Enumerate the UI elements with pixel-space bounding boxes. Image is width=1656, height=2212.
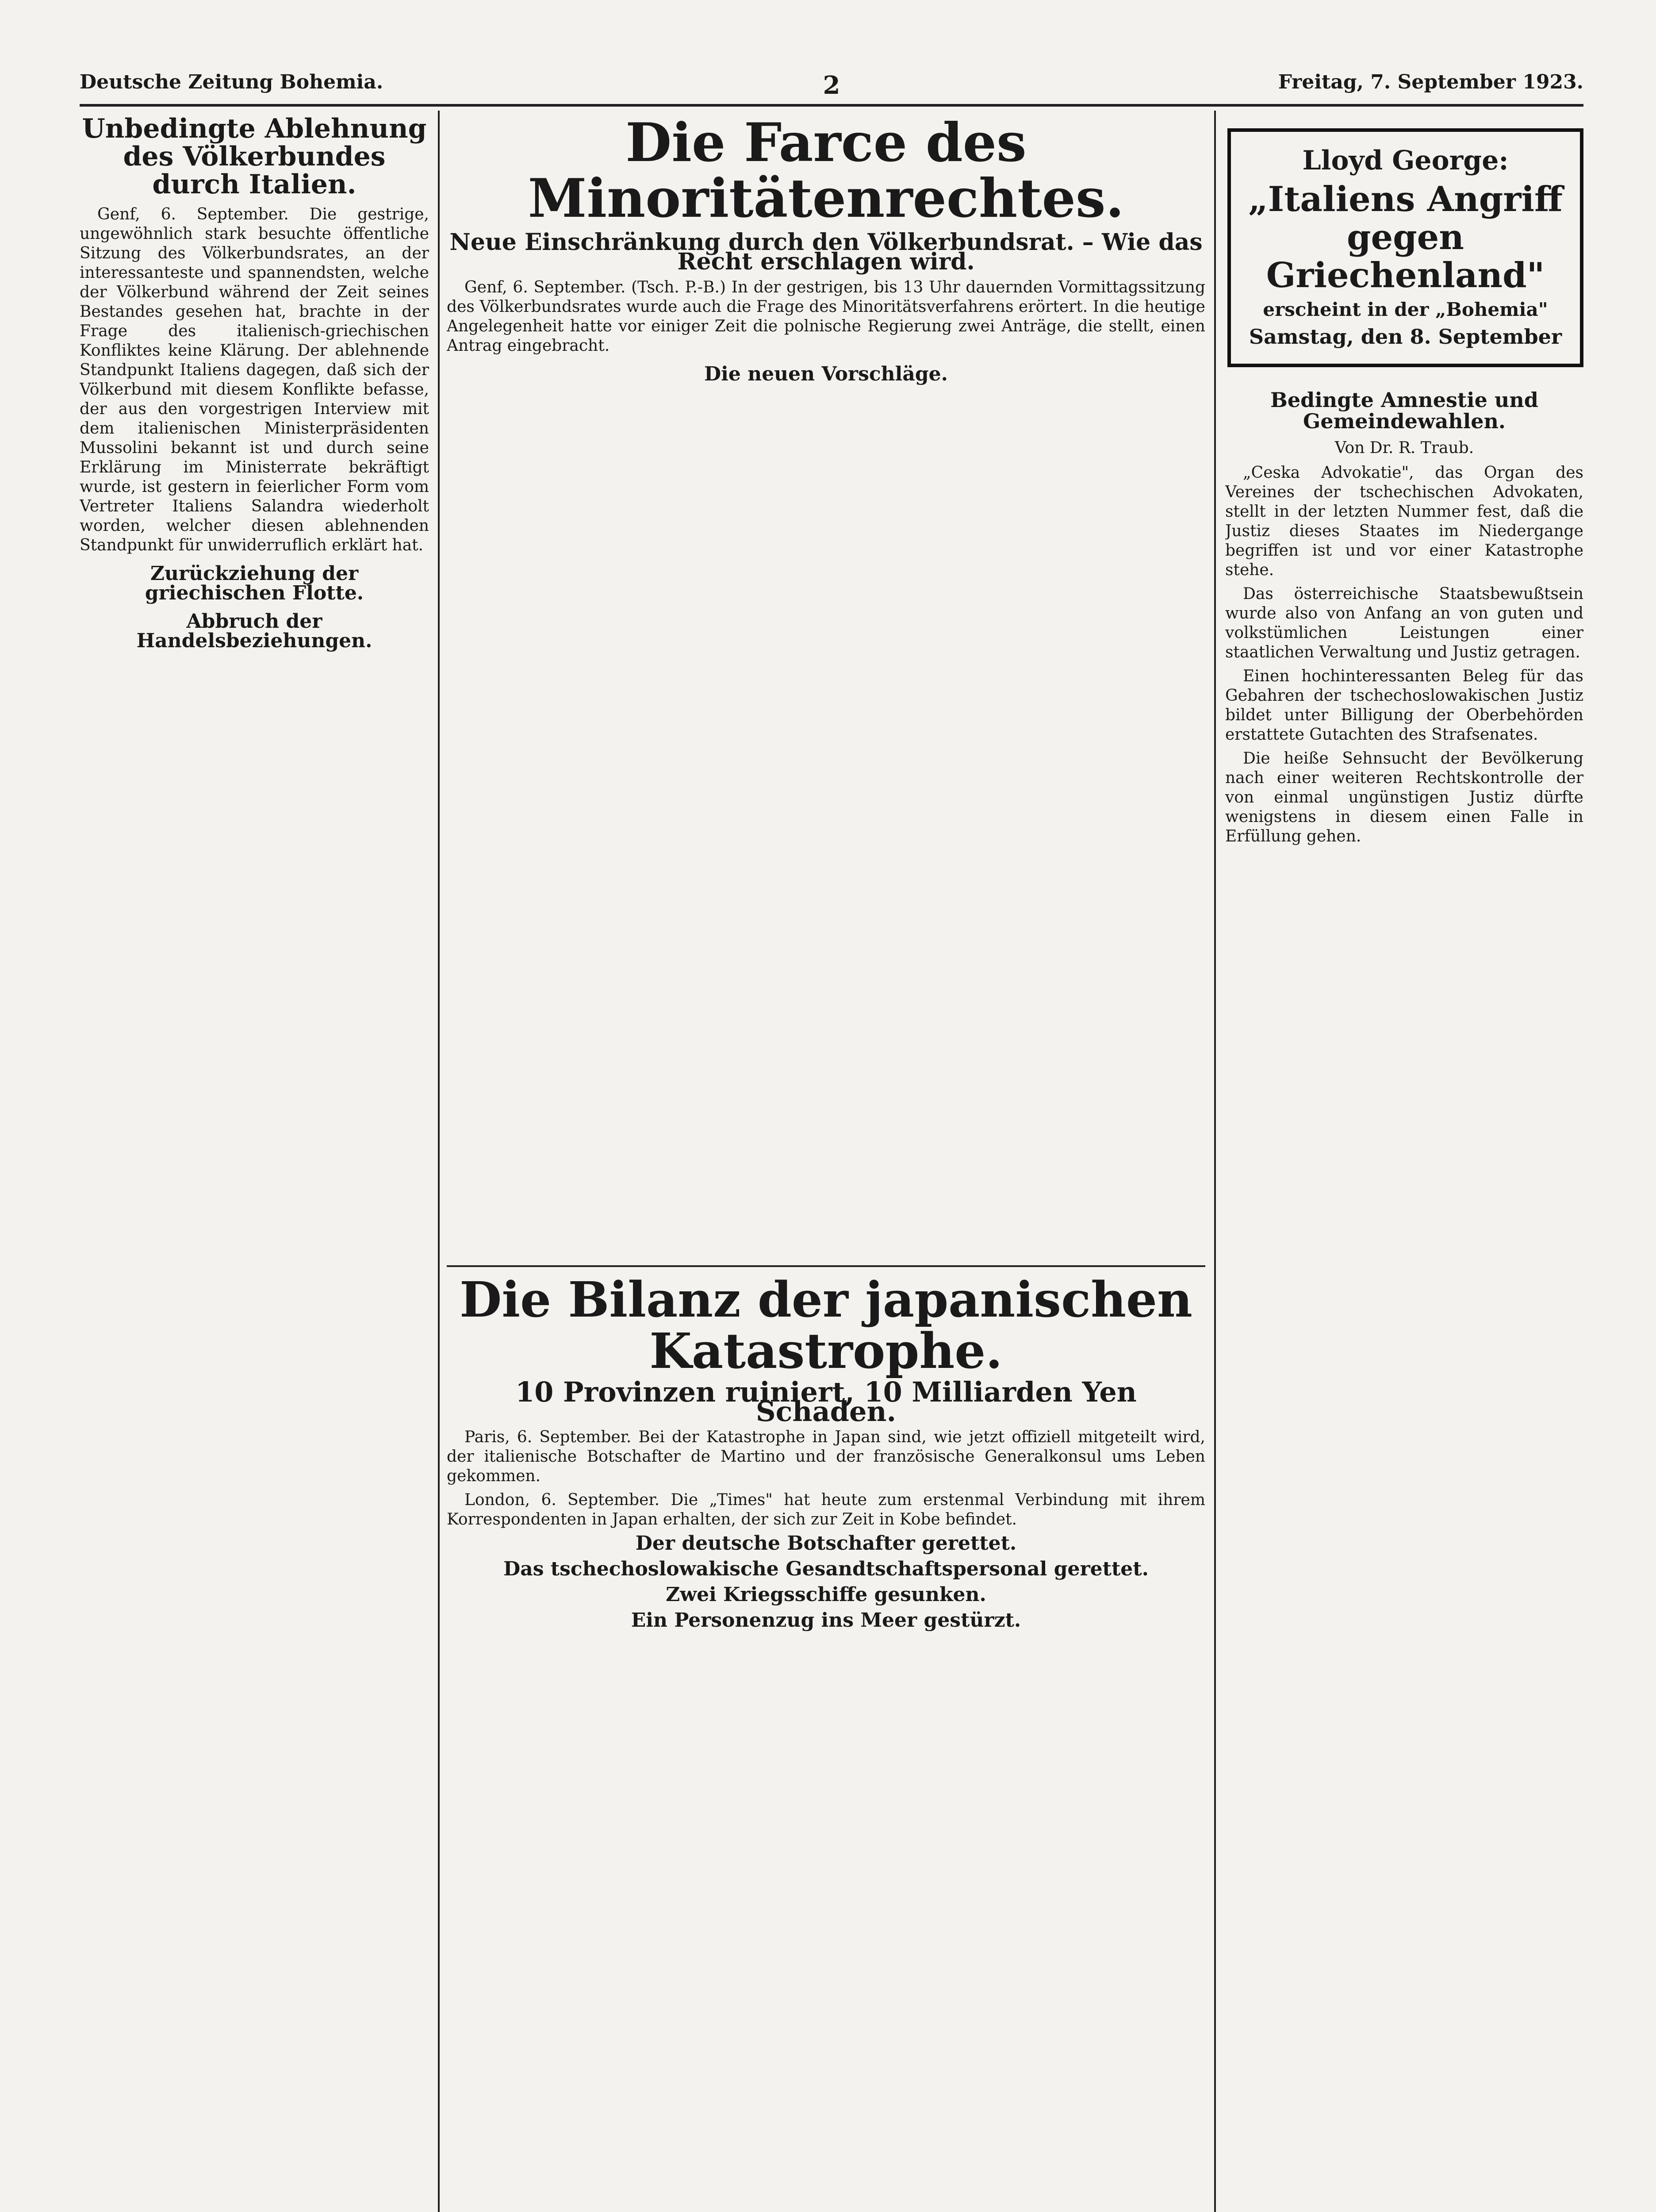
page-number: 2: [823, 71, 840, 100]
section-heading: Das tschechoslowakische Gesandtschaftspersonal gerettet.: [503, 1558, 1149, 1580]
announcement-author: Lloyd George:: [1302, 145, 1509, 176]
article-paragraph: Paris, 6. September. Bei der Katastrophe in Japan sind, wie jetzt offiziell mitgeteilt wird, der italienische Botschafter de Martino und der französische Generalkonsul ums Leben gekommen.: [447, 1428, 1205, 1485]
right-article-amnesty: [1225, 389, 1583, 2212]
paper-name: Deutsche Zeitung Bohemia.: [80, 71, 383, 93]
article-paragraph: Das österreichische Staatsbewußtsein wurde also von Anfang an von guten und volkstümlichen Leistungen einer staatlichen Verwaltung und Justiz getragen.: [1225, 584, 1583, 661]
article-byline: Von Dr. R. Traub.: [1334, 438, 1474, 457]
article-paragraph: Genf, 6. September. Die gestrige, ungewöhnlich stark besuchte öffentliche Sitzung des Völkerbundsrates, an der interessanteste und spannendsten, welche der Völkerbund während der Zeit seines Bestandes gesehen hat, brachte in der Frage des italienisch-griechischen Konfliktes keine Klärung. Der ablehnende Standpunkt Italiens dagegen, daß sich der Völkerbund mit diesem Konflikte befasse, der aus den vorgestrigen Interview mit dem italienischen Ministerpräsidenten Mussolini bekannt ist und durch seine Erklärung im Ministerrate bekräftigt wurde, ist gestern in feierlicher Form vom Vertreter Italiens Salandra wiederholt worden, welcher diesen ablehnenden Standpunkt für unwiderruflich erklärt hat.: [80, 205, 429, 554]
article-headline: Die Bilanz der japanischen Katastrophe.: [459, 1274, 1193, 1379]
article-paragraph: London, 6. September. Die „Times" hat heute zum erstenmal Verbindung mit ihrem Korrespondenten in Japan erhalten, der sich zur Zeit in Kobe befindet.: [447, 1491, 1205, 1528]
announcement-publication: erscheint in der „Bohemia": [1263, 299, 1548, 321]
article-paragraph: „Ceska Advokatie", das Organ des Vereines der tschechischen Advokaten, stellt in der letzten Nummer fest, daß die Justiz dieses Staates im Niedergange begriffen ist und vor einer Katastrophe stehe.: [1225, 463, 1583, 579]
left-column: [80, 115, 429, 2212]
article-divider: [447, 1265, 1205, 1267]
masthead: [80, 71, 1583, 102]
section-heading: Zwei Kriegsschiffe gesunken.: [666, 1583, 986, 1606]
header-rule: [80, 104, 1583, 107]
section-heading: Ein Personenzug ins Meer gestürzt.: [631, 1609, 1021, 1632]
column-divider: [1214, 111, 1216, 2212]
center-article-minorities: [447, 115, 1205, 1261]
center-article-japan: [447, 1274, 1205, 2212]
article-headline: Die Farce des Minoritätenrechtes.: [528, 115, 1124, 230]
announcement-box: [1227, 128, 1583, 367]
section-heading: Zurückziehung der griechischen Flotte.: [145, 562, 364, 604]
column-divider: [438, 111, 440, 2212]
section-heading: Die neuen Vorschläge.: [704, 363, 948, 385]
article-paragraph: Einen hochinteressanten Beleg für das Gebahren der tschechoslowakischen Justiz bildet unter Billigung der Oberbehörden erstattete Gutachten des Strafsenates.: [1225, 667, 1583, 744]
article-subheadline: 10 Provinzen ruiniert, 10 Milliarden Yen Schaden.: [515, 1376, 1137, 1428]
article-paragraph: Die heiße Sehnsucht der Bevölkerung nach einer weiteren Rechtskontrolle der von einmal ungünstigen Justiz dürfte wenigstens in diesem einen Falle in Erfüllung gehen.: [1225, 749, 1583, 845]
announcement-date: Samstag, den 8. September: [1249, 325, 1562, 349]
section-heading: Der deutsche Botschafter gerettet.: [635, 1532, 1017, 1555]
announcement-title: „Italiens Angriff gegen Griechenland": [1248, 179, 1563, 296]
article-paragraph: Genf, 6. September. (Tsch. P.-B.) In der gestrigen, bis 13 Uhr dauernden Vormittagssitzung des Völkerbundsrates wurde auch die Frage des Minoritätsverfahrens erörtert. In die heutige Angelegenheit hatte vor einiger Zeit die polnische Regierung zwei Anträge, die stellt, einen Antrag eingebracht.: [447, 278, 1205, 355]
section-heading: Abbruch der Handelsbeziehungen.: [136, 610, 372, 652]
article-subheadline: Neue Einschränkung durch den Völkerbundsrat. – Wie das Recht erschlagen wird.: [449, 229, 1203, 275]
issue-date: Freitag, 7. September 1923.: [1278, 71, 1583, 93]
article-headline: Unbedingte Ablehnung des Völkerbundes durch Italien.: [82, 115, 427, 200]
article-headline: Bedingte Amnestie und Gemeindewahlen.: [1270, 389, 1538, 434]
